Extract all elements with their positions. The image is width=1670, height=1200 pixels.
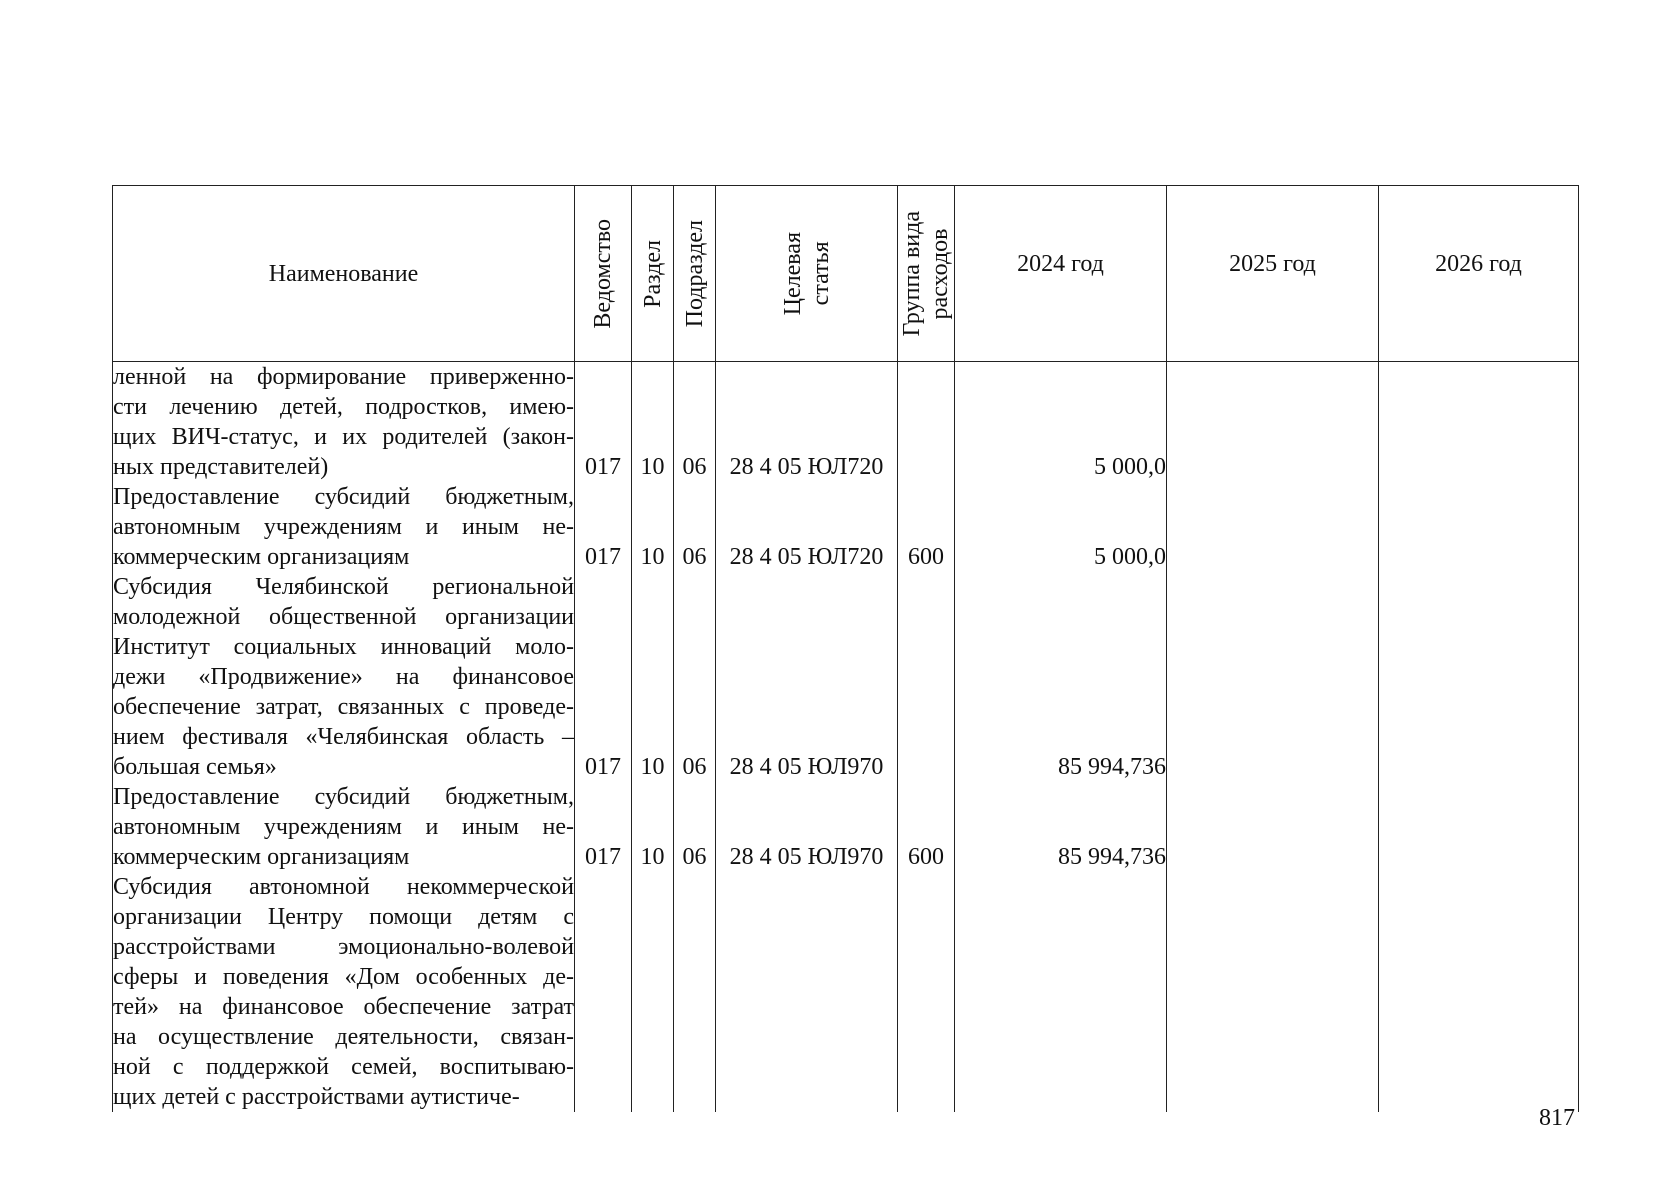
cell-name-line: щих детей с расстройствами аутистиче- [113,1084,520,1110]
cell-dept: 017 [575,782,632,872]
cell-name [113,872,575,1112]
cell-name-line: на осуществление деятельности, связан- [113,1024,574,1050]
header-name [113,186,575,362]
cell-section [632,872,674,1112]
cell-name-line: Субсидия автономной некоммерческой [113,874,574,900]
cell-name-line: сферы и поведения «Дом особенных де- [113,964,574,990]
cell-target: 28 4 05 ЮЛ720 [716,482,898,572]
table-row [113,782,1579,872]
cell-dept: 017 [575,572,632,782]
cell-y2024: 5 000,0 [955,362,1167,483]
cell-section: 10 [632,362,674,483]
cell-name-line: автономным учреждениям и иным не- [113,514,574,540]
cell-name-line: Предоставление субсидий бюджетным, [113,484,574,510]
header-group-line2: расходов [927,228,953,319]
cell-name-line: ной с поддержкой семей, воспитываю- [113,1054,574,1080]
cell-name-line: Предоставление субсидий бюджетным, [113,784,574,810]
header-group-label [898,211,954,336]
cell-y2025 [1167,482,1379,572]
cell-name-line: коммерческим организациям [113,544,410,570]
cell-name-line: ных представителей) [113,454,329,480]
cell-group [898,872,955,1112]
header-section [632,186,674,362]
cell-name-line: расстройствами эмоционально-волевой [113,934,574,960]
header-2024-label: 2024 год [1017,250,1104,277]
cell-name-line: ленной на формирование приверженно- [113,364,574,390]
budget-table [112,185,1579,1112]
cell-y2024: 85 994,736 [955,782,1167,872]
cell-name [113,782,575,872]
cell-y2026 [1379,572,1579,782]
cell-target [716,872,898,1112]
header-2024 [955,186,1167,362]
table-row [113,482,1579,572]
cell-y2024: 85 994,736 [955,572,1167,782]
header-2025-label: 2025 год [1229,250,1316,277]
cell-name-line: молодежной общественной организации [113,604,574,630]
header-target-line1: Целевая [779,231,806,316]
cell-name [113,572,575,782]
cell-target: 28 4 05 ЮЛ720 [716,362,898,483]
cell-dept: 017 [575,362,632,483]
cell-group [898,362,955,483]
cell-name-line: обеспечение затрат, связанных с проведе- [113,694,574,720]
header-group-line1: Группа вида [899,210,925,337]
cell-name-line: организации Центру помощи детям с [113,904,574,930]
header-target-line2: статья [807,241,834,306]
cell-name-line: дежи «Продвижение» на финансовое [113,664,574,690]
page-number: 817 [1539,1105,1575,1131]
cell-name-line: автономным учреждениям и иным не- [113,814,574,840]
cell-group [898,572,955,782]
header-subsection [674,186,716,362]
cell-y2025 [1167,362,1379,483]
header-dept-label: Ведомство [590,218,616,329]
cell-subsection: 06 [674,782,716,872]
cell-name-line: тей» на финансовое обеспечение затрат [113,994,574,1020]
cell-section: 10 [632,782,674,872]
cell-section: 10 [632,482,674,572]
cell-subsection [674,872,716,1112]
cell-subsection: 06 [674,482,716,572]
header-target [716,186,898,362]
header-2026 [1379,186,1579,362]
cell-y2026 [1379,782,1579,872]
cell-y2024: 5 000,0 [955,482,1167,572]
header-group [898,186,955,362]
cell-name-line: нием фестиваля «Челябинская область – [113,724,574,750]
cell-name-line: большая семья» [113,754,277,780]
table-row [113,362,1579,483]
header-target-label [779,232,835,315]
cell-y2026 [1379,362,1579,483]
cell-name-line: сти лечению детей, подростков, имею- [113,394,574,420]
cell-dept [575,872,632,1112]
cell-name-line: Субсидия Челябинской региональной [113,574,574,600]
header-section-label: Раздел [639,239,666,308]
cell-y2025 [1167,782,1379,872]
cell-target: 28 4 05 ЮЛ970 [716,572,898,782]
cell-y2025 [1167,872,1379,1112]
cell-y2024 [955,872,1167,1112]
cell-y2025 [1167,572,1379,782]
cell-name [113,482,575,572]
cell-y2026 [1379,482,1579,572]
cell-group: 600 [898,782,955,872]
header-name-label: Наименование [268,260,419,287]
header-2026-label: 2026 год [1435,250,1522,277]
table-row [113,872,1579,1112]
cell-name [113,362,575,483]
cell-subsection: 06 [674,362,716,483]
cell-name-line: щих ВИЧ-статус, и их родителей (закон- [113,424,574,450]
cell-target: 28 4 05 ЮЛ970 [716,782,898,872]
header-2025 [1167,186,1379,362]
table-header-row [113,186,1579,362]
cell-y2026 [1379,872,1579,1112]
cell-dept: 017 [575,482,632,572]
cell-subsection: 06 [674,572,716,782]
cell-section: 10 [632,572,674,782]
table-body [113,362,1579,1113]
header-dept [575,186,632,362]
cell-group: 600 [898,482,955,572]
cell-name-line: Институт социальных инноваций моло- [113,634,574,660]
header-subsection-label: Подраздел [681,219,708,328]
cell-name-line: коммерческим организациям [113,844,410,870]
table-row [113,572,1579,782]
